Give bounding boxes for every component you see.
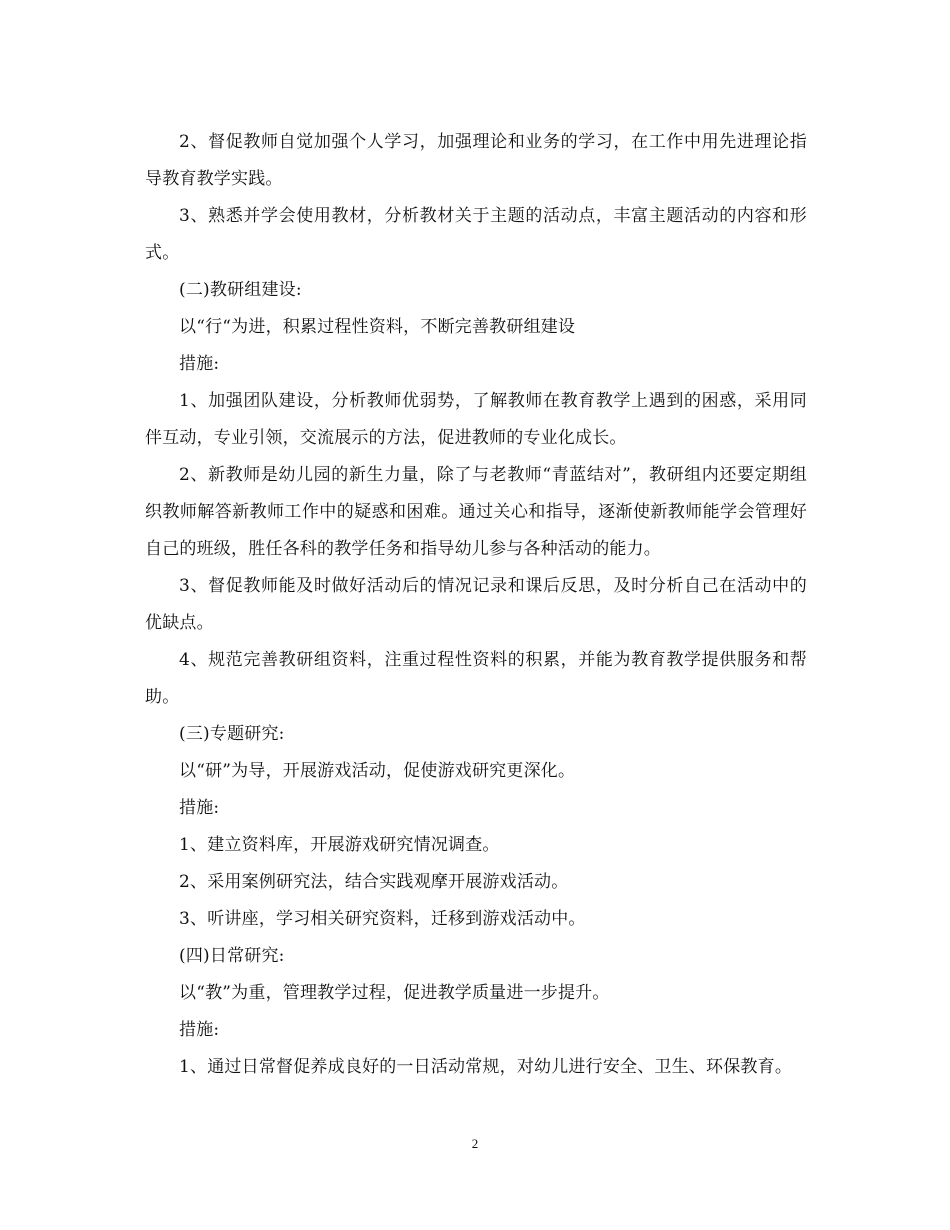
measures-label: 措施: [179, 798, 220, 818]
measures-label: 措施: [179, 354, 220, 374]
page-number: 2 [471, 1136, 479, 1151]
paragraph: 以“教”为重，管理教学过程，促进教学质量进一步提升。 [179, 983, 610, 1003]
paragraph: 1、通过日常督促养成良好的一日活动常规，对幼儿进行安全、卫生、环保教育。 [179, 1057, 793, 1077]
paragraph: 以“研”为导，开展游戏活动，促使游戏研究更深化。 [179, 761, 576, 781]
paragraph: 2、督促教师自觉加强个人学习，加强理论和业务的学习，在工作中用先进理论指导教育教学实践。 [145, 132, 807, 189]
paragraph: 3、听讲座，学习相关研究资料，迁移到游戏活动中。 [179, 909, 586, 929]
paragraph: 2、新教师是幼儿园的新生力量，除了与老教师“青蓝结对”，教研组内还要定期组织教师解答新教师工作中的疑惑和困难。通过关心和指导，逐渐使新教师能学会管理好自己的班级，胜任各科的教学任务和指导幼儿参与各种活动的能力。 [145, 465, 807, 559]
section-heading: (二)教研组建设: [179, 280, 302, 300]
paragraph: 1、加强团队建设，分析教师优弱势，了解教师在教育教学上遇到的困惑，采用同伴互动，专业引领，交流展示的方法，促进教师的专业化成长。 [145, 391, 807, 448]
paragraph: 1、建立资料库，开展游戏研究情况调查。 [179, 835, 500, 855]
section-heading: (四)日常研究: [179, 946, 285, 966]
paragraph: 以“行“为进，积累过程性资料，不断完善教研组建设 [179, 317, 576, 337]
paragraph: 4、规范完善教研组资料，注重过程性资料的积累，并能为教育教学提供服务和帮助。 [145, 650, 807, 707]
paragraph: 3、熟悉并学会使用教材，分析教材关于主题的活动点，丰富主题活动的内容和形式。 [145, 206, 807, 263]
measures-label: 措施: [179, 1020, 220, 1040]
paragraph: 2、采用案例研究法，结合实践观摩开展游戏活动。 [179, 872, 569, 892]
document-body [145, 124, 807, 1086]
section-heading: (三)专题研究: [179, 724, 285, 744]
paragraph: 3、督促教师能及时做好活动后的情况记录和课后反思，及时分析自己在活动中的优缺点。 [145, 576, 807, 633]
